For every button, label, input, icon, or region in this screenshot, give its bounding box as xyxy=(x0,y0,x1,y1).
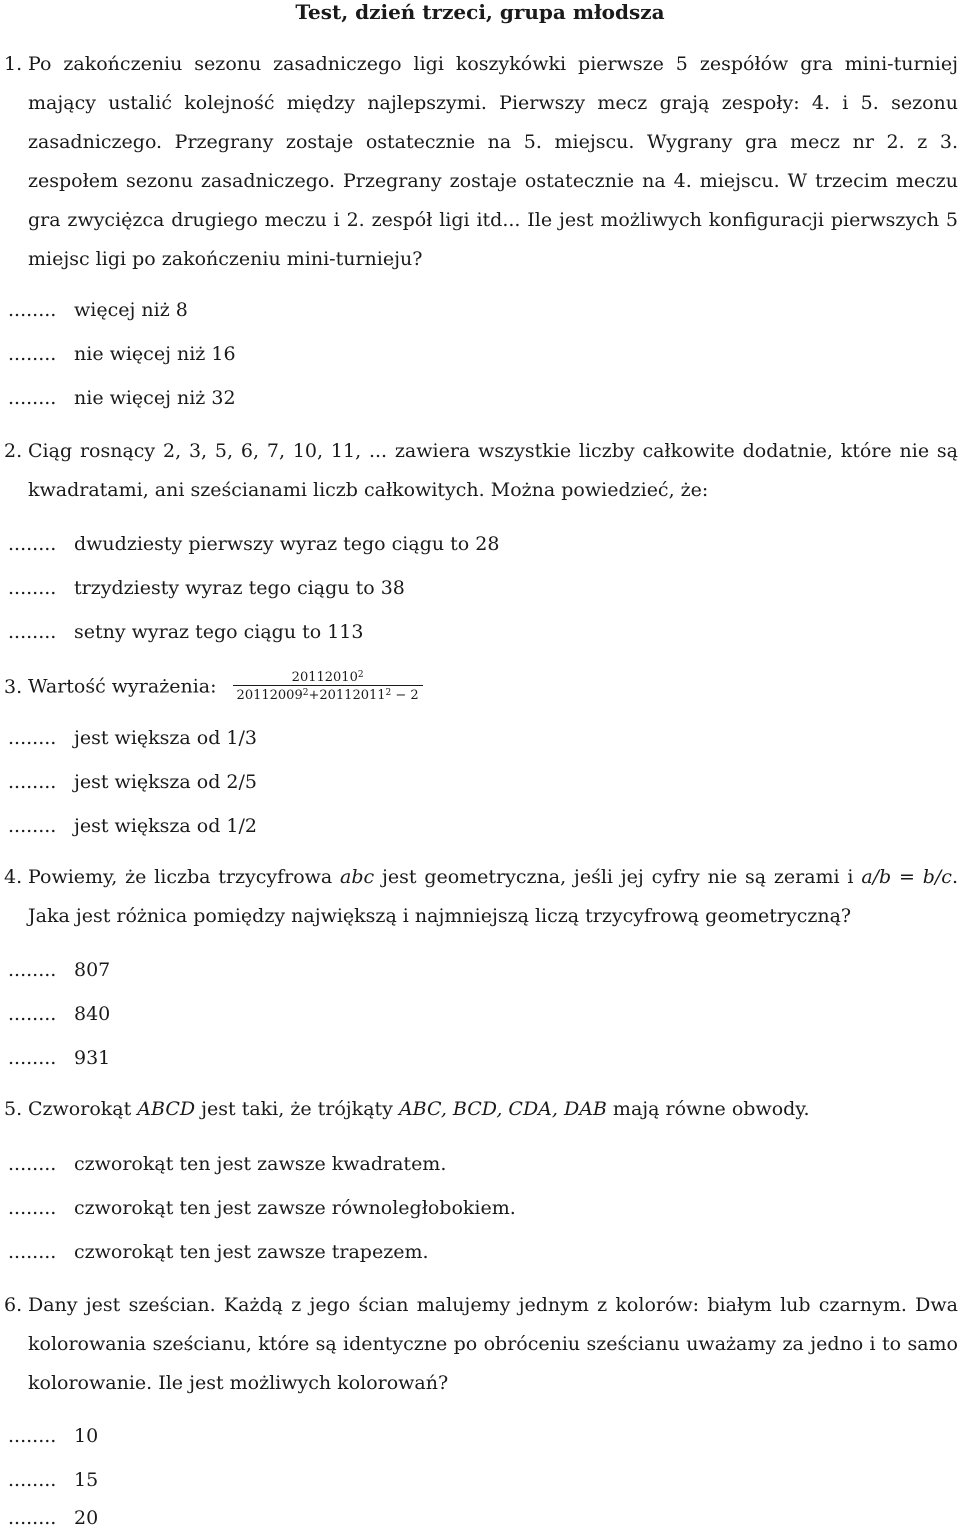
answer-option-text: czworokąt ten jest zawsze kwadratem. xyxy=(74,1153,447,1175)
problem-3 xyxy=(0,670,423,705)
answer-option-text: nie więcej niż 16 xyxy=(74,343,236,365)
answer-option-text: nie więcej niż 32 xyxy=(74,387,236,409)
fraction-numerator: 20112010$^2$ xyxy=(291,670,364,685)
problem-2 xyxy=(0,432,960,510)
answer-blank[interactable]: ........ xyxy=(8,1469,57,1491)
answer-blank[interactable]: ........ xyxy=(8,1003,57,1025)
answer-option xyxy=(8,1002,110,1026)
answer-blank[interactable]: ........ xyxy=(8,343,57,365)
answer-blank[interactable]: ........ xyxy=(8,1153,57,1175)
answer-blank[interactable]: ........ xyxy=(8,299,57,321)
answer-option xyxy=(8,1506,98,1530)
problem-number: 3. xyxy=(4,675,23,698)
answer-option-text: więcej niż 8 xyxy=(74,299,188,321)
answer-option-text: 840 xyxy=(74,1003,111,1025)
answer-option xyxy=(8,342,236,366)
answer-option xyxy=(8,620,363,644)
answer-blank[interactable]: ........ xyxy=(8,533,57,555)
answer-blank[interactable]: ........ xyxy=(8,771,57,793)
answer-option-text: 20 xyxy=(74,1507,99,1529)
math-fraction xyxy=(233,668,423,703)
answer-option-text: czworokąt ten jest zawsze trapezem. xyxy=(74,1241,429,1263)
answer-option xyxy=(8,958,110,982)
problem-number: 1. xyxy=(4,53,23,75)
answer-blank[interactable]: ........ xyxy=(8,1047,57,1069)
answer-option-text: trzydziesty wyraz tego ciągu to 38 xyxy=(74,577,405,599)
fraction-denominator: $20112009^2+20112011^2 - 2$ xyxy=(233,685,423,703)
answer-option xyxy=(8,726,257,750)
answer-option-text: czworokąt ten jest zawsze równoległobokiem. xyxy=(74,1197,516,1219)
problem-text: Powiemy, że liczba trzycyfrowa abc jest geometryczna, jeśli jej cyfry nie są zerami i a/b = b/c. Jaka jest różnica pomiędzy największą i najmniejszą liczą trzycyfrową geometryczną? xyxy=(28,866,958,927)
answer-option-text: 10 xyxy=(74,1425,99,1447)
answer-blank[interactable]: ........ xyxy=(8,387,57,409)
answer-blank[interactable]: ........ xyxy=(8,1507,57,1529)
answer-blank[interactable]: ........ xyxy=(8,577,57,599)
problem-text: Wartość wyrażenia: xyxy=(28,675,217,698)
answer-blank[interactable]: ........ xyxy=(8,815,57,837)
problem-number: 6. xyxy=(4,1294,23,1316)
answer-option xyxy=(8,1468,98,1492)
answer-option-text: jest większa od 2/5 xyxy=(74,771,258,793)
problem-1 xyxy=(0,45,960,279)
answer-option xyxy=(8,298,188,322)
answer-option xyxy=(8,1424,98,1448)
problem-text: Po zakończeniu sezonu zasadniczego ligi koszykówki pierwsze 5 zespółów gra mini-turniej mający ustalić kolejność między najlepszymi. Pierwszy mecz grają zespoły: 4. i 5. sezonu zasadniczego. Przegrany zostaje ostatecznie na 5. miejscu. Wygrany gra mecz nr 2. z 3. zespołem sezonu zasadniczego. Przegrany zostaje ostatecznie na 4. miejscu. W trzecim meczu gra zwycię̇zca drugiego meczu i 2. zespół ligi itd... Ile jest możliwych konfiguracji pierwszych 5 miejsc ligi po zakończeniu mini-turnieju? xyxy=(28,53,958,270)
problem-number: 4. xyxy=(4,866,23,888)
answer-blank[interactable]: ........ xyxy=(8,1425,57,1447)
problem-text: Czworokąt ABCD jest taki, że trójkąty ABC, BCD, CDA, DAB mają równe obwody. xyxy=(28,1098,810,1120)
answer-option-text: dwudziesty pierwszy wyraz tego ciągu to 28 xyxy=(74,533,500,555)
answer-blank[interactable]: ........ xyxy=(8,621,57,643)
answer-option xyxy=(8,576,405,600)
answer-option xyxy=(8,770,257,794)
answer-option-text: setny wyraz tego ciągu to 113 xyxy=(74,621,364,643)
answer-option xyxy=(8,532,499,556)
page-title: Test, dzień trzeci, grupa młodsza xyxy=(295,0,665,24)
answer-blank[interactable]: ........ xyxy=(8,1241,57,1263)
answer-blank[interactable]: ........ xyxy=(8,1197,57,1219)
answer-option-text: 15 xyxy=(74,1469,99,1491)
problem-6 xyxy=(0,1286,960,1403)
answer-option xyxy=(8,386,236,410)
problem-text: Ciąg rosnący 2, 3, 5, 6, 7, 10, 11, ... zawiera wszystkie liczby całkowite dodatnie, które nie są kwadratami, ani sześcianami liczb całkowitych. Można powiedzieć, że: xyxy=(28,440,958,501)
problem-5 xyxy=(0,1090,960,1129)
problem-text: Dany jest sześcian. Każdą z jego ścian malujemy jednym z kolorów: białym lub czarnym. Dwa kolorowania sześcianu, które są identyczne po obróceniu sześcianu uważamy za jedno i to samo kolorowanie. Ile jest możliwych kolorowań? xyxy=(28,1294,958,1394)
answer-option xyxy=(8,1046,110,1070)
problem-number: 2. xyxy=(4,440,23,462)
answer-option xyxy=(8,814,257,838)
problem-number: 5. xyxy=(4,1098,23,1120)
answer-blank[interactable]: ........ xyxy=(8,727,57,749)
answer-option-text: jest większa od 1/3 xyxy=(74,727,258,749)
answer-blank[interactable]: ........ xyxy=(8,959,57,981)
answer-option xyxy=(8,1240,429,1264)
answer-option xyxy=(8,1196,516,1220)
answer-option-text: 931 xyxy=(74,1047,111,1069)
answer-option-text: jest większa od 1/2 xyxy=(74,815,258,837)
answer-option-text: 807 xyxy=(74,959,111,981)
problem-4 xyxy=(0,858,960,936)
answer-option xyxy=(8,1152,446,1176)
